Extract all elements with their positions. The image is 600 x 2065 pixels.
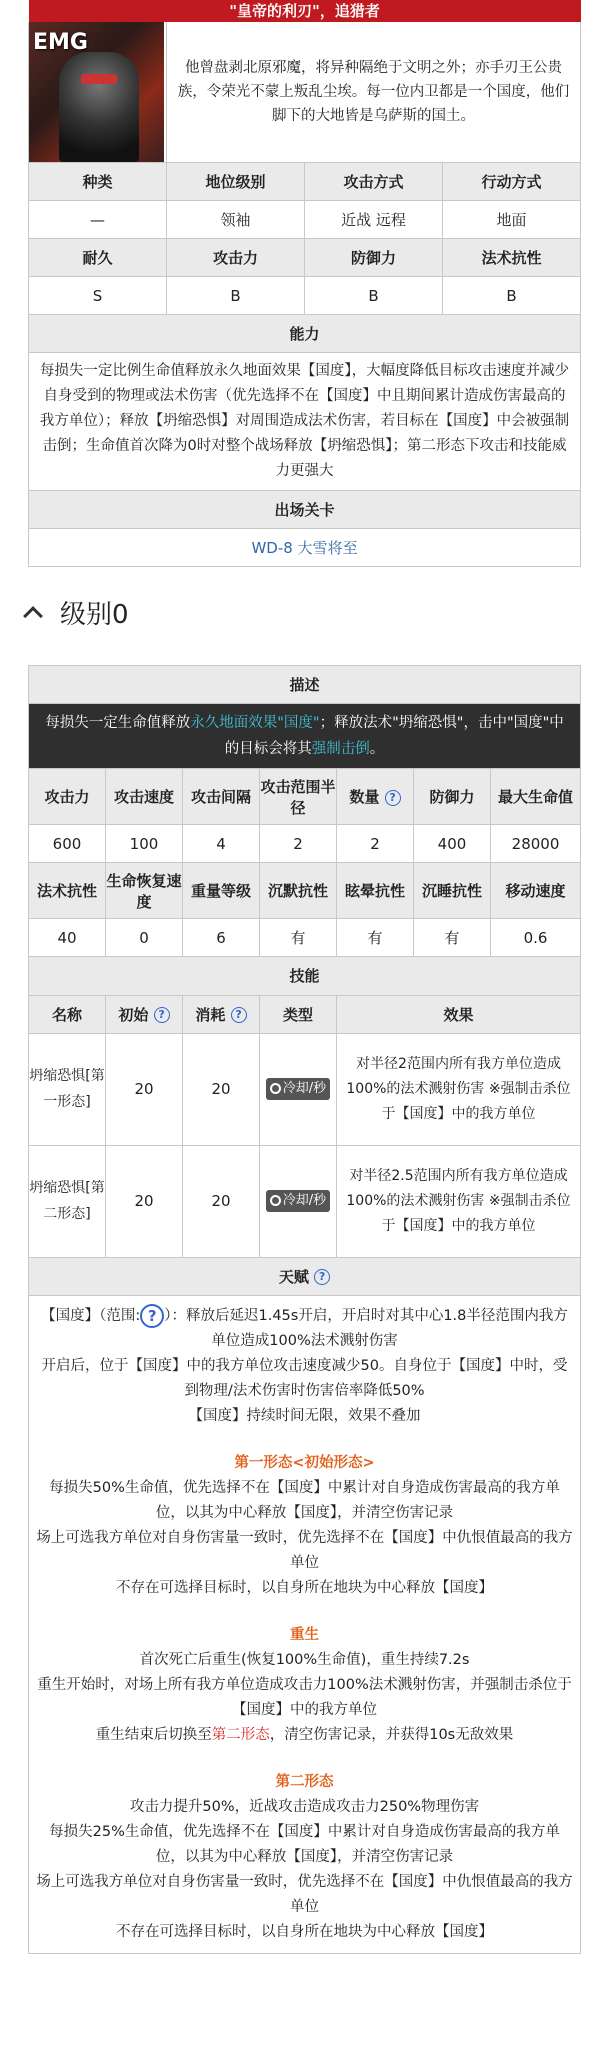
figure-shape xyxy=(59,52,139,162)
desc-part: ；释放法术"坍缩恐惧"，击中"国度"中的目标会将其 xyxy=(224,715,564,757)
skill-type-badge xyxy=(266,1190,330,1212)
title-banner: "皇帝的利刃"，追猎者 xyxy=(29,0,581,22)
value-defense: B xyxy=(305,277,443,315)
skill-header-type: 类型 xyxy=(260,995,337,1033)
skill-type-label: 冷却/秒 xyxy=(282,1193,327,1208)
talent-line: 场上可选我方单位对自身伤害量一致时，优先选择不在【国度】中仇恨值最高的我方单位 xyxy=(36,1529,573,1571)
stat-header-label: 数量 xyxy=(349,788,380,806)
talent-text: 重生结束后切换至 xyxy=(95,1726,212,1743)
ability-text: 每损失一定比例生命值释放永久地面效果【国度】，大幅度降低目标攻击速度并减少自身受到的物理或法术伤害（优先选择不在【国度】中且期间累计造成伤害最高的我方单位）；释放【坍缩恐惧】对周围造成法术伤害，若目标在【国度】中会被强制击倒；生命值首次降为0时对整个战场释放【坍缩恐惧】；第二形态下攻击和技能威力更强大 xyxy=(29,353,581,491)
value-type: — xyxy=(29,201,167,239)
skill-header-label: 初始 xyxy=(118,1005,149,1024)
stat-header: 最大生命值 xyxy=(491,769,581,825)
info-table xyxy=(28,0,581,567)
enemy-portrait xyxy=(29,22,164,162)
help-icon[interactable]: ? xyxy=(314,1269,330,1285)
desc-part: 。 xyxy=(369,741,385,757)
help-icon[interactable]: ? xyxy=(154,1007,170,1023)
talent-text: ，清空伤害记录，并获得10s无敌效果 xyxy=(269,1726,514,1743)
stat-value: 有 xyxy=(414,919,491,957)
value-attack: B xyxy=(167,277,305,315)
skill-init: 20 xyxy=(106,1145,183,1257)
header-defense: 防御力 xyxy=(305,239,443,277)
stat-value: 2 xyxy=(337,825,414,863)
stat-value: 28000 xyxy=(491,825,581,863)
header-rank: 地位级别 xyxy=(167,163,305,201)
skill-init: 20 xyxy=(106,1033,183,1145)
skill-name: 坍缩恐惧[第二形态] xyxy=(29,1145,106,1257)
header-attack: 攻击力 xyxy=(167,239,305,277)
stat-header: 法术抗性 xyxy=(29,863,106,919)
stat-header: 攻击间隔 xyxy=(183,769,260,825)
skill-row xyxy=(29,1145,581,1257)
talent-line: 【国度】持续时间无限，效果不叠加 xyxy=(188,1407,421,1424)
desc-title: 描述 xyxy=(29,666,581,704)
header-attack-mode: 攻击方式 xyxy=(305,163,443,201)
stat-header: 沉默抗性 xyxy=(260,863,337,919)
stat-header: 攻击力 xyxy=(29,769,106,825)
level-table xyxy=(28,665,581,957)
skill-header-label: 消耗 xyxy=(195,1005,226,1024)
desc-text xyxy=(29,704,580,768)
skill-effect: 对半径2范围内所有我方单位造成100%的法术溅射伤害 ※强制击杀位于【国度】中的我方单位 xyxy=(337,1033,581,1145)
value-res: B xyxy=(443,277,581,315)
stat-value: 有 xyxy=(337,919,414,957)
talent-highlight: 第二形态 xyxy=(211,1726,270,1743)
skill-row xyxy=(29,1033,581,1145)
skill-cost: 20 xyxy=(183,1145,260,1257)
visor-shape xyxy=(81,74,117,84)
stat-value: 0 xyxy=(106,919,183,957)
skill-header-cost xyxy=(183,995,260,1033)
talent-title-cell xyxy=(29,1257,581,1295)
stat-value: 0.6 xyxy=(491,919,581,957)
stat-header: 攻击速度 xyxy=(106,769,183,825)
skill-header-name: 名称 xyxy=(29,995,106,1033)
skill-cost: 20 xyxy=(183,1033,260,1145)
talent-line: 攻击力提升50%，近战攻击造成攻击力250%物理伤害 xyxy=(129,1798,480,1815)
stat-header: 生命恢复速度 xyxy=(106,863,183,919)
skill-name: 坍缩恐惧[第一形态] xyxy=(29,1033,106,1145)
talent-body xyxy=(29,1295,581,1953)
header-endurance: 耐久 xyxy=(29,239,167,277)
enemy-intro: 他曾盘剥北原邪魔，将异种隔绝于文明之外；亦手刃王公贵族，令荣光不蒙上叛乱尘埃。每一位内卫都是一个国度，他们脚下的大地皆是乌萨斯的国土。 xyxy=(167,22,581,163)
skill-table xyxy=(28,957,581,1954)
level-section-header[interactable] xyxy=(0,575,600,649)
ability-title: 能力 xyxy=(29,315,581,353)
stat-header: 攻击范围半径 xyxy=(260,769,337,825)
talent-line: 不存在可选择目标时，以自身所在地块为中心释放【国度】 xyxy=(116,1923,493,1940)
stat-value: 有 xyxy=(260,919,337,957)
skill-header-effect: 效果 xyxy=(337,995,581,1033)
talent-text: ）：释放后延迟1.45s开启，开启时对其中心1.8半径范围内我方单位造成100%法术溅射伤害 xyxy=(164,1307,568,1349)
talent-line: 不存在可选择目标时，以自身所在地块为中心释放【国度】 xyxy=(116,1579,493,1596)
talent-line: 开启后，位于【国度】中的我方单位攻击速度减少50。自身位于【国度】中时，受到物理/法术伤害时伤害倍率降低50% xyxy=(41,1357,568,1399)
clock-icon xyxy=(270,1195,281,1206)
stat-value: 100 xyxy=(106,825,183,863)
value-rank: 领袖 xyxy=(167,201,305,239)
stat-header: 移动速度 xyxy=(491,863,581,919)
desc-highlight: 强制击倒 xyxy=(311,741,370,757)
stat-value: 4 xyxy=(183,825,260,863)
skill-type-label: 冷却/秒 xyxy=(282,1081,327,1096)
skill-header-init xyxy=(106,995,183,1033)
stat-value: 6 xyxy=(183,919,260,957)
stat-header: 沉睡抗性 xyxy=(414,863,491,919)
skill-effect: 对半径2.5范围内所有我方单位造成100%的法术溅射伤害 ※强制击杀位于【国度】中的我方单位 xyxy=(337,1145,581,1257)
rebirth-title: 重生 xyxy=(290,1626,319,1643)
stage-title: 出场关卡 xyxy=(29,491,581,529)
portrait-label: EMG xyxy=(33,30,88,55)
stat-value: 600 xyxy=(29,825,106,863)
header-res: 法术抗性 xyxy=(443,239,581,277)
value-attack-mode: 近战 远程 xyxy=(305,201,443,239)
talent-line: 每损失50%生命值，优先选择不在【国度】中累计对自身造成伤害最高的我方单位，以其为中心释放【国度】，并清空伤害记录 xyxy=(49,1479,560,1521)
stage-link[interactable]: WD-8 大雪将至 xyxy=(251,539,358,557)
header-move-mode: 行动方式 xyxy=(443,163,581,201)
talent-text: 【国度】（范围: xyxy=(41,1307,141,1324)
help-icon[interactable]: ? xyxy=(231,1007,247,1023)
stat-header: 眩晕抗性 xyxy=(337,863,414,919)
talent-line: 每损失25%生命值，优先选择不在【国度】中累计对自身造成伤害最高的我方单位，以其为中心释放【国度】，并清空伤害记录 xyxy=(49,1823,560,1865)
skill-type-badge xyxy=(266,1078,330,1100)
stat-header: 重量等级 xyxy=(183,863,260,919)
chevron-up-icon[interactable] xyxy=(23,606,43,626)
stat-header-count xyxy=(337,769,414,825)
value-move-mode: 地面 xyxy=(443,201,581,239)
header-type: 种类 xyxy=(29,163,167,201)
level-section-title: 级别0 xyxy=(60,599,129,630)
skill-title: 技能 xyxy=(29,957,581,995)
talent-line xyxy=(35,1723,574,1748)
help-icon[interactable]: ? xyxy=(385,790,401,806)
stat-header: 防御力 xyxy=(414,769,491,825)
range-help-icon[interactable]: ? xyxy=(140,1304,164,1328)
stat-value: 400 xyxy=(414,825,491,863)
stat-value: 2 xyxy=(260,825,337,863)
form1-title: 第一形态<初始形态> xyxy=(234,1454,375,1471)
talent-line xyxy=(35,1304,574,1354)
clock-icon xyxy=(270,1083,281,1094)
form2-title: 第二形态 xyxy=(275,1773,334,1790)
desc-highlight: 永久地面效果"国度" xyxy=(190,715,320,731)
talent-line: 场上可选我方单位对自身伤害量一致时，优先选择不在【国度】中仇恨值最高的我方单位 xyxy=(36,1873,573,1915)
stat-value: 40 xyxy=(29,919,106,957)
value-endurance: S xyxy=(29,277,167,315)
talent-title: 天赋 xyxy=(278,1267,309,1286)
desc-part: 每损失一定生命值释放 xyxy=(45,715,191,731)
talent-line: 重生开始时，对场上所有我方单位造成攻击力100%法术溅射伤害，并强制击杀位于【国度】中的我方单位 xyxy=(37,1676,572,1718)
talent-line: 首次死亡后重生(恢复100%生命值)，重生持续7.2s xyxy=(139,1651,470,1668)
